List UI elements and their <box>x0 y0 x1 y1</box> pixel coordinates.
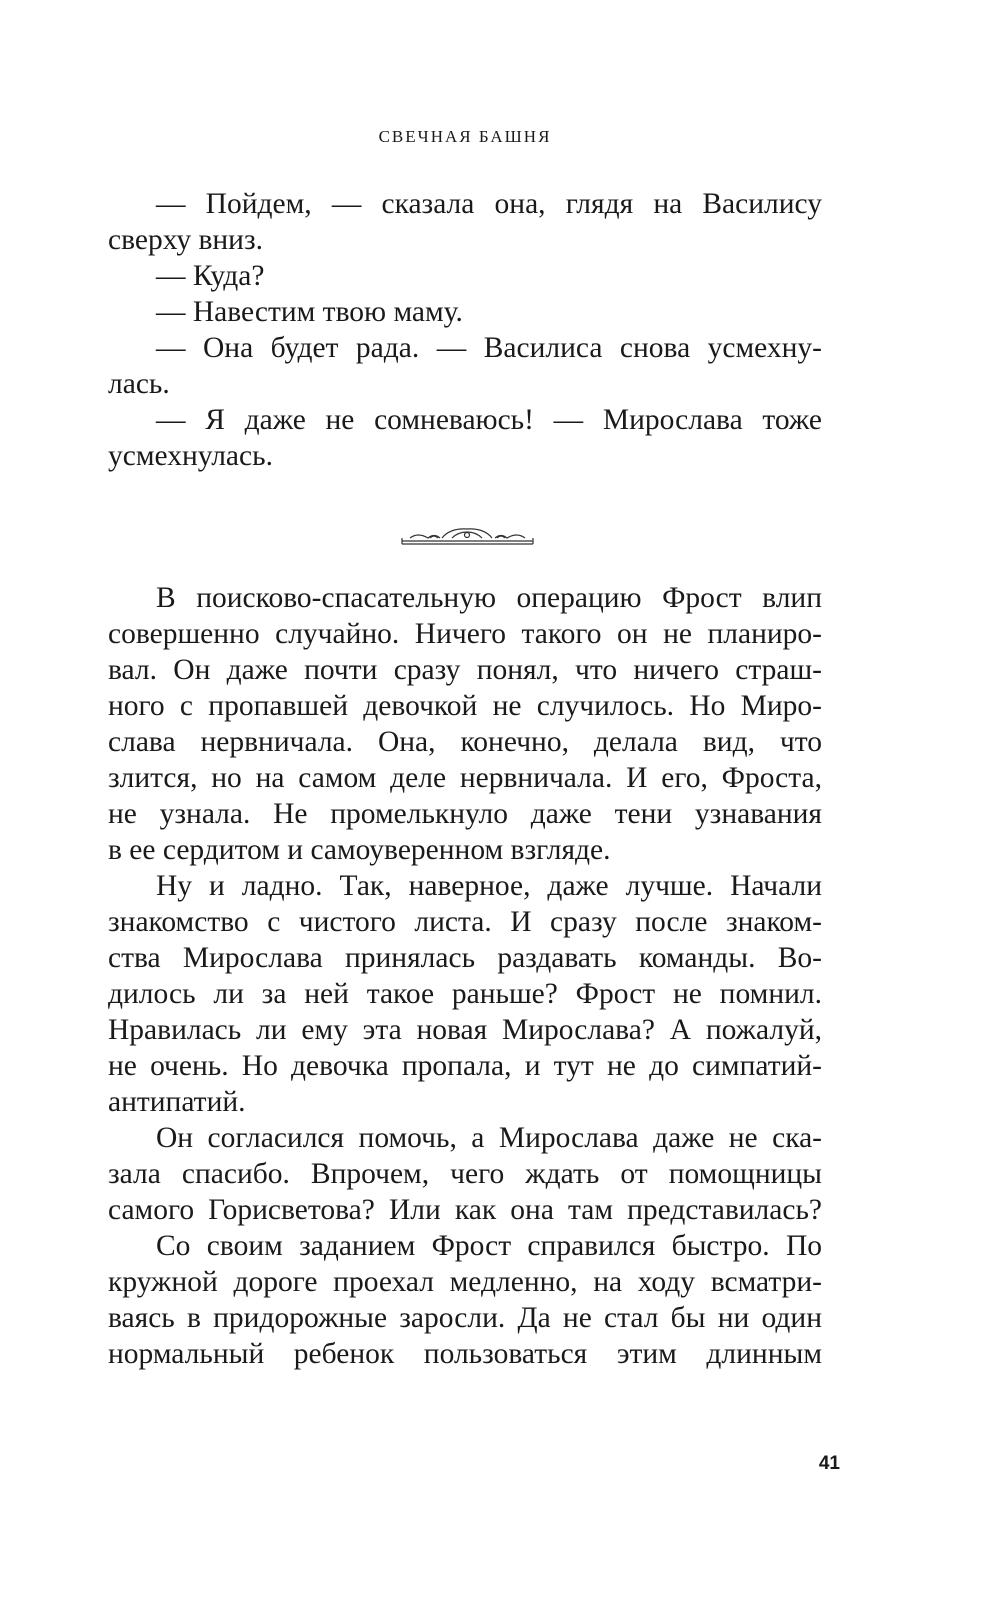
prose-line: вал. Он даже почти сразу понял, что ничего страш- <box>108 654 822 686</box>
prose-line: злится, но на самом деле нервничала. И его, Фроста, <box>108 762 822 794</box>
prose-line: не узнала. Не промелькнуло даже тени узнавания <box>108 798 822 830</box>
prose-line: Ну и ладно. Так, наверное, даже лучше. Начали <box>156 870 822 902</box>
prose-line: знакомство с чистого листа. И сразу после знаком- <box>108 906 822 938</box>
prose-line: не очень. Но девочка пропала, и тут не до симпатий- <box>108 1050 822 1082</box>
prose-line: В поисково-спасательную операцию Фрост влип <box>156 582 822 614</box>
prose-line: кружной дороге проехал медленно, на ходу всматри- <box>108 1266 822 1298</box>
prose-line: в ее сердитом и самоуверенном взгляде. <box>108 834 611 866</box>
dialogue-line: — Пойдем, — сказала она, глядя на Василису <box>156 188 822 220</box>
dialogue-line: — Навестим твою маму. <box>156 296 463 328</box>
prose-line: Со своим заданием Фрост справился быстро. По <box>156 1230 822 1262</box>
prose-line: слава нервничала. Она, конечно, делала вид, что <box>108 726 822 758</box>
dialogue-line: сверху вниз. <box>108 224 263 256</box>
prose-line: зала спасибо. Впрочем, чего ждать от помощницы <box>108 1158 822 1190</box>
prose-line: ства Мирослава принялась раздавать команды. Во- <box>108 942 822 974</box>
dialogue-line: лась. <box>108 368 170 400</box>
dialogue-line: — Куда? <box>156 260 265 292</box>
running-head: СВЕЧНАЯ БАШНЯ <box>378 127 552 146</box>
dialogue-line: усмехнулась. <box>108 440 273 472</box>
dialogue-line: — Она будет рада. — Василиса снова усмехну- <box>156 332 822 364</box>
section-break-ornament-icon <box>400 526 535 548</box>
prose-line: Нравилась ли ему эта новая Мирослава? А пожалуй, <box>108 1014 822 1046</box>
prose-line: ного с пропавшей девочкой не случилось. Но Миро- <box>108 690 822 722</box>
prose-block <box>108 580 822 1372</box>
prose-line: дилось ли за ней такое раньше? Фрост не помнил. <box>108 978 822 1010</box>
dialogue-block <box>108 186 822 474</box>
prose-line: самого Горисветова? Или как она там представилась? <box>108 1194 822 1226</box>
prose-line: антипатий. <box>108 1086 246 1118</box>
prose-line: Он согласился помочь, а Мирослава даже не ска- <box>156 1122 822 1154</box>
dialogue-line: — Я даже не сомневаюсь! — Мирослава тоже <box>156 404 822 436</box>
page-number: 41 <box>818 1453 840 1474</box>
prose-line: совершенно случайно. Ничего такого он не планиро- <box>108 618 822 650</box>
prose-line: нормальный ребенок пользоваться этим длинным <box>108 1338 822 1370</box>
prose-line: ваясь в придорожные заросли. Да не стал бы ни один <box>108 1302 822 1334</box>
